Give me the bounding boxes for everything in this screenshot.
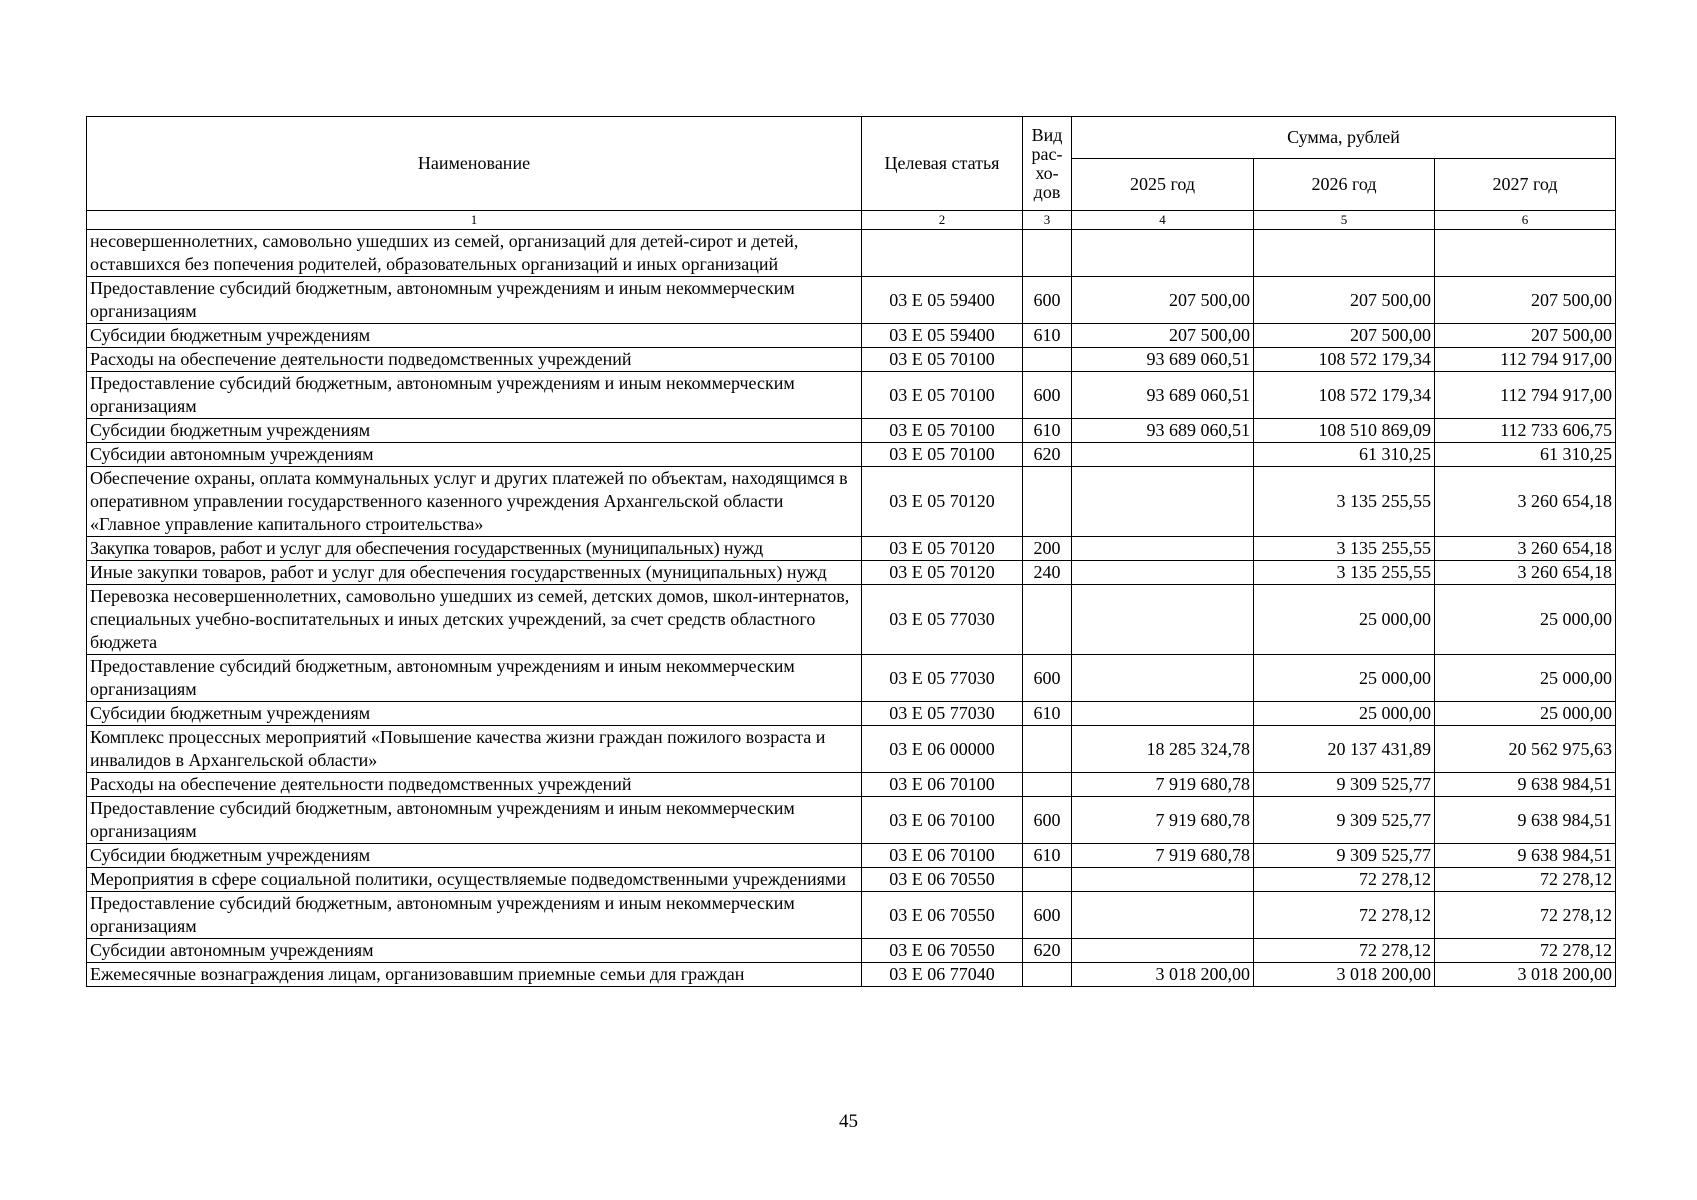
row-sum-2026: 72 278,12 xyxy=(1254,868,1435,892)
row-sum-2026: 72 278,12 xyxy=(1254,892,1435,939)
row-sum-2026 xyxy=(1254,230,1435,277)
row-sum-2025: 7 919 680,78 xyxy=(1072,773,1254,797)
row-expense-type xyxy=(1023,467,1072,537)
table-header xyxy=(87,117,1616,230)
row-sum-2025: 3 018 200,00 xyxy=(1072,963,1254,987)
row-name: Мероприятия в сфере социальной политики, осуществляемые подведомственными учреждениями xyxy=(87,868,862,892)
row-sum-2027: 9 638 984,51 xyxy=(1435,844,1616,868)
row-sum-2026: 3 135 255,55 xyxy=(1254,537,1435,561)
row-sum-2026: 108 572 179,34 xyxy=(1254,348,1435,372)
row-target-code: 03 Е 06 70550 xyxy=(862,939,1023,963)
header-target: Целевая статья xyxy=(862,117,1023,211)
row-sum-2027: 207 500,00 xyxy=(1435,277,1616,324)
table-row xyxy=(87,230,1616,277)
row-expense-type xyxy=(1023,348,1072,372)
table-row xyxy=(87,277,1616,324)
table-row xyxy=(87,702,1616,726)
row-name: Иные закупки товаров, работ и услуг для обеспечения государственных (муниципальных) нужд xyxy=(87,561,862,585)
row-target-code: 03 Е 05 70120 xyxy=(862,561,1023,585)
row-expense-type: 610 xyxy=(1023,419,1072,443)
row-sum-2027: 61 310,25 xyxy=(1435,443,1616,467)
row-sum-2026: 61 310,25 xyxy=(1254,443,1435,467)
row-expense-type xyxy=(1023,585,1072,655)
row-expense-type xyxy=(1023,773,1072,797)
table-row xyxy=(87,585,1616,655)
header-year-2026: 2026 год xyxy=(1254,159,1435,211)
row-name: Расходы на обеспечение деятельности подведомственных учреждений xyxy=(87,773,862,797)
row-sum-2027 xyxy=(1435,230,1616,277)
header-name: Наименование xyxy=(87,117,862,211)
row-expense-type xyxy=(1023,963,1072,987)
row-sum-2025: 207 500,00 xyxy=(1072,324,1254,348)
table-row xyxy=(87,939,1616,963)
row-expense-type: 610 xyxy=(1023,844,1072,868)
row-expense-type xyxy=(1023,230,1072,277)
row-sum-2027: 9 638 984,51 xyxy=(1435,797,1616,844)
row-name: Субсидии бюджетным учреждениям xyxy=(87,419,862,443)
row-sum-2025: 18 285 324,78 xyxy=(1072,726,1254,773)
row-expense-type: 200 xyxy=(1023,537,1072,561)
page-number: 45 xyxy=(839,1111,858,1132)
column-number: 5 xyxy=(1254,211,1435,230)
row-name: Перевозка несовершеннолетних, самовольно ушедших из семей, детских домов, школ-интернатов, специальных учебно-воспитательных и иных детских учреждений, за счет средств областного бюджета xyxy=(87,585,862,655)
row-sum-2026: 3 135 255,55 xyxy=(1254,467,1435,537)
table-row xyxy=(87,726,1616,773)
row-sum-2026: 20 137 431,89 xyxy=(1254,726,1435,773)
row-sum-2026: 72 278,12 xyxy=(1254,939,1435,963)
row-sum-2027: 25 000,00 xyxy=(1435,655,1616,702)
row-sum-2025 xyxy=(1072,939,1254,963)
row-sum-2025 xyxy=(1072,585,1254,655)
row-name: несовершеннолетних, самовольно ушедших из семей, организаций для детей-сирот и детей, оставшихся без попечения родителей, образовательных организаций и иных организаций xyxy=(87,230,862,277)
row-name: Субсидии бюджетным учреждениям xyxy=(87,844,862,868)
row-expense-type: 620 xyxy=(1023,939,1072,963)
row-sum-2027: 72 278,12 xyxy=(1435,939,1616,963)
row-sum-2026: 25 000,00 xyxy=(1254,585,1435,655)
row-sum-2025: 93 689 060,51 xyxy=(1072,348,1254,372)
row-name: Расходы на обеспечение деятельности подведомственных учреждений xyxy=(87,348,862,372)
row-sum-2025: 7 919 680,78 xyxy=(1072,844,1254,868)
row-expense-type xyxy=(1023,726,1072,773)
row-target-code: 03 Е 05 77030 xyxy=(862,655,1023,702)
budget-table xyxy=(86,116,1616,987)
row-sum-2025 xyxy=(1072,230,1254,277)
row-target-code: 03 Е 06 70100 xyxy=(862,797,1023,844)
row-sum-2026: 207 500,00 xyxy=(1254,324,1435,348)
column-number: 3 xyxy=(1023,211,1072,230)
row-expense-type: 600 xyxy=(1023,277,1072,324)
row-target-code: 03 Е 05 70100 xyxy=(862,348,1023,372)
row-sum-2025 xyxy=(1072,537,1254,561)
table-row xyxy=(87,868,1616,892)
row-sum-2026: 207 500,00 xyxy=(1254,277,1435,324)
row-sum-2026: 108 510 869,09 xyxy=(1254,419,1435,443)
row-sum-2025 xyxy=(1072,702,1254,726)
row-sum-2025: 207 500,00 xyxy=(1072,277,1254,324)
row-sum-2027: 112 794 917,00 xyxy=(1435,372,1616,419)
row-expense-type xyxy=(1023,868,1072,892)
row-name: Комплекс процессных мероприятий «Повышение качества жизни граждан пожилого возраста и инвалидов в Архангельской области» xyxy=(87,726,862,773)
row-sum-2025: 7 919 680,78 xyxy=(1072,797,1254,844)
row-sum-2027: 112 794 917,00 xyxy=(1435,348,1616,372)
row-sum-2027: 3 018 200,00 xyxy=(1435,963,1616,987)
header-year-2025: 2025 год xyxy=(1072,159,1254,211)
row-sum-2026: 9 309 525,77 xyxy=(1254,797,1435,844)
row-target-code: 03 Е 05 77030 xyxy=(862,585,1023,655)
row-target-code: 03 Е 06 70550 xyxy=(862,892,1023,939)
column-number: 6 xyxy=(1435,211,1616,230)
row-name: Субсидии бюджетным учреждениям xyxy=(87,324,862,348)
row-name: Субсидии автономным учреждениям xyxy=(87,939,862,963)
row-expense-type: 610 xyxy=(1023,702,1072,726)
table-row xyxy=(87,372,1616,419)
table-row xyxy=(87,892,1616,939)
row-target-code xyxy=(862,230,1023,277)
row-target-code: 03 Е 05 59400 xyxy=(862,277,1023,324)
row-name: Предоставление субсидий бюджетным, автономным учреждениям и иным некоммерческим организациям xyxy=(87,372,862,419)
row-expense-type: 600 xyxy=(1023,372,1072,419)
row-sum-2025 xyxy=(1072,655,1254,702)
row-target-code: 03 Е 05 77030 xyxy=(862,702,1023,726)
row-sum-2027: 72 278,12 xyxy=(1435,868,1616,892)
row-target-code: 03 Е 05 70100 xyxy=(862,372,1023,419)
table-row xyxy=(87,773,1616,797)
table-row xyxy=(87,443,1616,467)
column-number-row xyxy=(87,211,1616,230)
row-expense-type: 610 xyxy=(1023,324,1072,348)
row-sum-2027: 20 562 975,63 xyxy=(1435,726,1616,773)
row-sum-2025: 93 689 060,51 xyxy=(1072,419,1254,443)
row-target-code: 03 Е 05 70100 xyxy=(862,443,1023,467)
row-name: Субсидии бюджетным учреждениям xyxy=(87,702,862,726)
row-target-code: 03 Е 05 70120 xyxy=(862,467,1023,537)
row-name: Субсидии автономным учреждениям xyxy=(87,443,862,467)
table-row xyxy=(87,324,1616,348)
row-expense-type: 620 xyxy=(1023,443,1072,467)
row-sum-2027: 25 000,00 xyxy=(1435,585,1616,655)
row-sum-2026: 108 572 179,34 xyxy=(1254,372,1435,419)
row-sum-2026: 3 135 255,55 xyxy=(1254,561,1435,585)
table-row xyxy=(87,467,1616,537)
row-sum-2027: 207 500,00 xyxy=(1435,324,1616,348)
row-expense-type: 240 xyxy=(1023,561,1072,585)
row-sum-2025 xyxy=(1072,868,1254,892)
table-row xyxy=(87,419,1616,443)
row-target-code: 03 Е 05 70120 xyxy=(862,537,1023,561)
header-vid: Вид рас- хо- дов xyxy=(1023,117,1072,211)
row-target-code: 03 Е 06 00000 xyxy=(862,726,1023,773)
row-name: Закупка товаров, работ и услуг для обеспечения государственных (муниципальных) нужд xyxy=(87,537,862,561)
row-sum-2027: 112 733 606,75 xyxy=(1435,419,1616,443)
row-sum-2026: 9 309 525,77 xyxy=(1254,773,1435,797)
row-expense-type: 600 xyxy=(1023,892,1072,939)
row-target-code: 03 Е 06 77040 xyxy=(862,963,1023,987)
header-year-2027: 2027 год xyxy=(1435,159,1616,211)
table-row xyxy=(87,797,1616,844)
row-target-code: 03 Е 06 70100 xyxy=(862,773,1023,797)
row-target-code: 03 Е 05 59400 xyxy=(862,324,1023,348)
row-sum-2027: 25 000,00 xyxy=(1435,702,1616,726)
row-name: Предоставление субсидий бюджетным, автономным учреждениям и иным некоммерческим организациям xyxy=(87,277,862,324)
row-name: Предоставление субсидий бюджетным, автономным учреждениям и иным некоммерческим организациям xyxy=(87,655,862,702)
table-row xyxy=(87,561,1616,585)
row-expense-type: 600 xyxy=(1023,797,1072,844)
row-sum-2027: 3 260 654,18 xyxy=(1435,467,1616,537)
column-number: 2 xyxy=(862,211,1023,230)
row-name: Предоставление субсидий бюджетным, автономным учреждениям и иным некоммерческим организациям xyxy=(87,797,862,844)
row-target-code: 03 Е 06 70100 xyxy=(862,844,1023,868)
row-name: Обеспечение охраны, оплата коммунальных услуг и других платежей по объектам, находящимся в оперативном управлении государственного казенного учреждения Архангельской области «Главное управление капитального строительства» xyxy=(87,467,862,537)
table-row xyxy=(87,348,1616,372)
row-target-code: 03 Е 05 70100 xyxy=(862,419,1023,443)
row-sum-2025 xyxy=(1072,467,1254,537)
row-sum-2025 xyxy=(1072,892,1254,939)
table-row xyxy=(87,537,1616,561)
table-row xyxy=(87,844,1616,868)
header-sum: Сумма, рублей xyxy=(1072,117,1616,159)
row-expense-type: 600 xyxy=(1023,655,1072,702)
row-sum-2025: 93 689 060,51 xyxy=(1072,372,1254,419)
row-sum-2027: 9 638 984,51 xyxy=(1435,773,1616,797)
row-sum-2025 xyxy=(1072,561,1254,585)
row-target-code: 03 Е 06 70550 xyxy=(862,868,1023,892)
row-sum-2026: 3 018 200,00 xyxy=(1254,963,1435,987)
row-sum-2026: 25 000,00 xyxy=(1254,702,1435,726)
table-row xyxy=(87,963,1616,987)
row-sum-2027: 3 260 654,18 xyxy=(1435,537,1616,561)
row-sum-2025 xyxy=(1072,443,1254,467)
row-sum-2027: 72 278,12 xyxy=(1435,892,1616,939)
row-name: Предоставление субсидий бюджетным, автономным учреждениям и иным некоммерческим организациям xyxy=(87,892,862,939)
row-sum-2026: 9 309 525,77 xyxy=(1254,844,1435,868)
row-sum-2027: 3 260 654,18 xyxy=(1435,561,1616,585)
row-sum-2026: 25 000,00 xyxy=(1254,655,1435,702)
column-number: 4 xyxy=(1072,211,1254,230)
column-number: 1 xyxy=(87,211,862,230)
table-row xyxy=(87,655,1616,702)
row-name: Ежемесячные вознаграждения лицам, организовавшим приемные семьи для граждан xyxy=(87,963,862,987)
table-body xyxy=(87,230,1616,987)
